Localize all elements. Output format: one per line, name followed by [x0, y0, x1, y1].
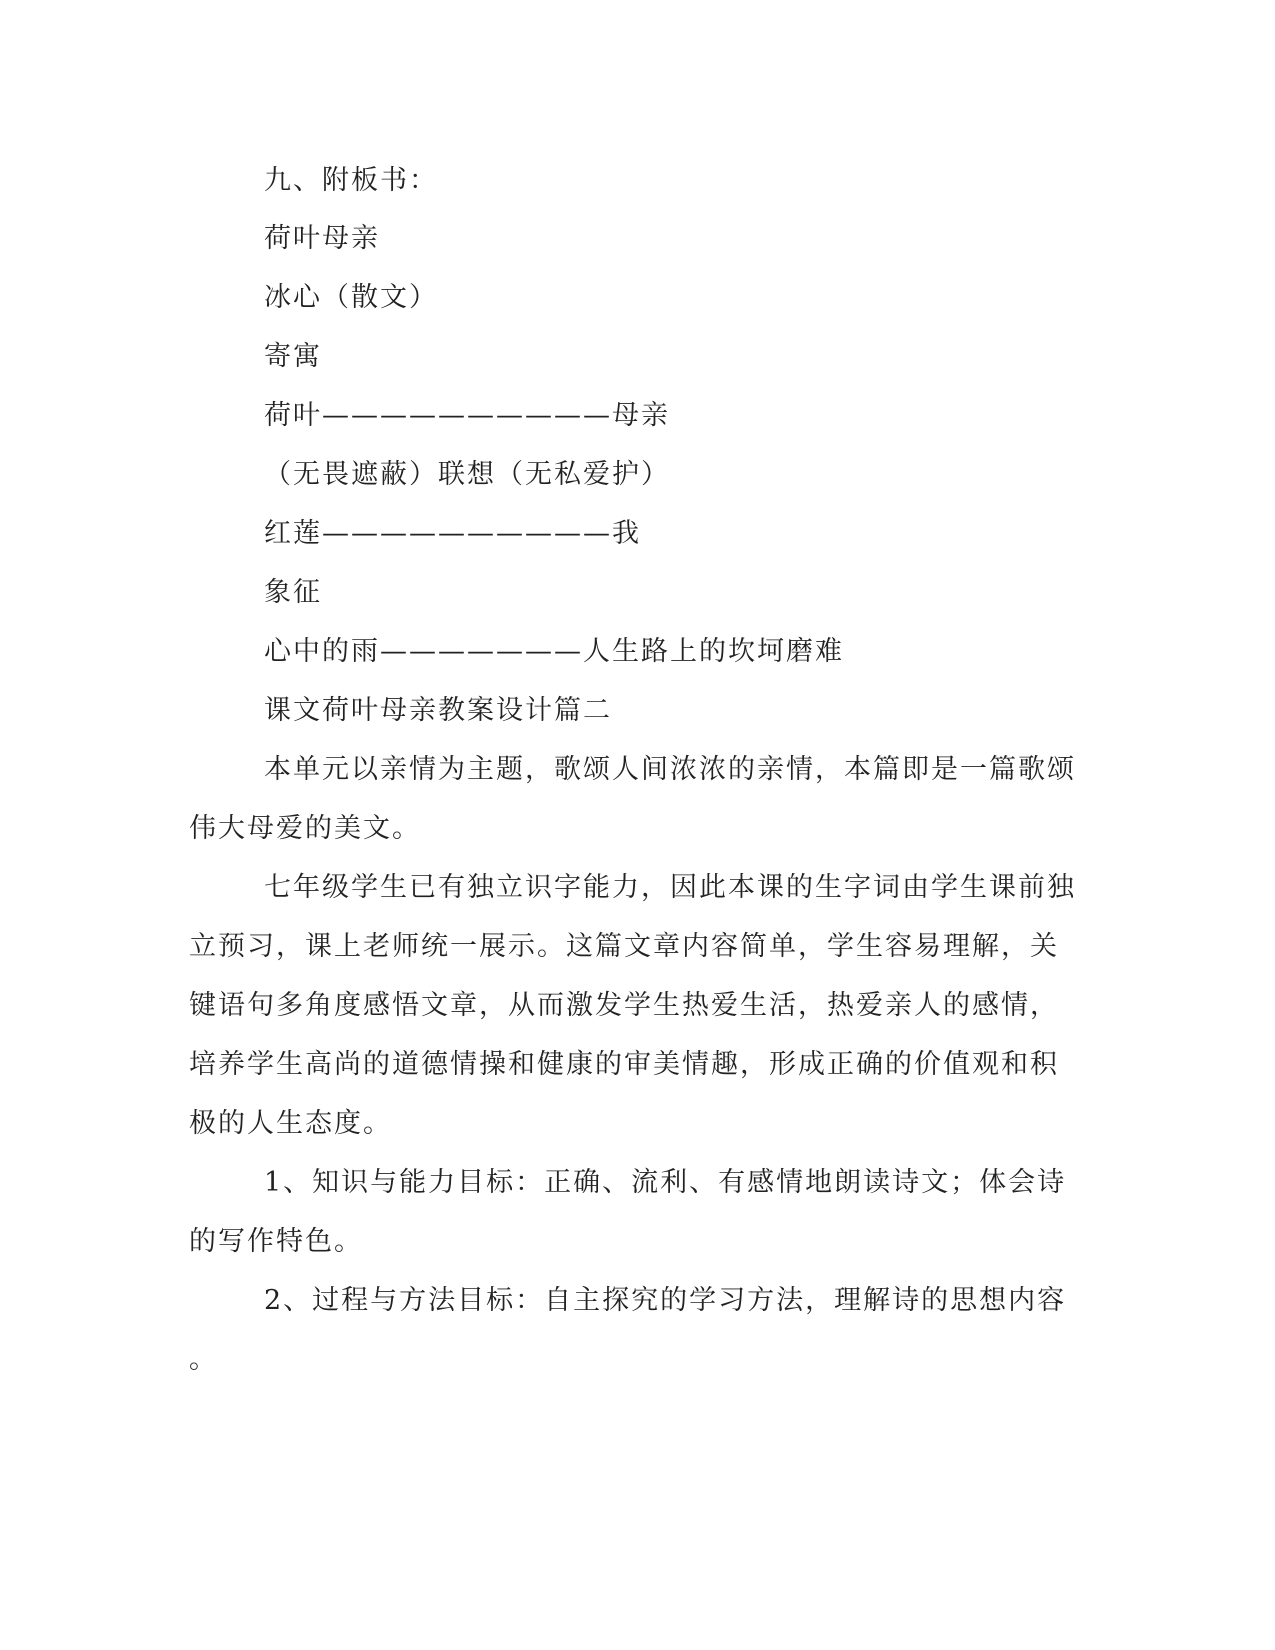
goal-2-line-1: 2、过程与方法目标：自主探究的学习方法，理解诗的思想内容	[264, 1285, 1067, 1316]
section-title: 课文荷叶母亲教案设计篇二	[264, 695, 612, 726]
paragraph-1-line-1: 本单元以亲情为主题，歌颂人间浓浓的亲情，本篇即是一篇歌颂	[264, 754, 1076, 785]
goal-2-line-2: 。	[189, 1344, 218, 1375]
goal-1-line-2: 的写作特色。	[189, 1226, 363, 1257]
paragraph-2-line-4: 培养学生高尚的道德情操和健康的审美情趣，形成正确的价值观和积	[189, 1049, 1059, 1080]
paragraph-2-line-3: 键语句多角度感悟文章，从而激发学生热爱生活，热爱亲人的感情，	[189, 990, 1059, 1021]
paragraph-2-line-1: 七年级学生已有独立识字能力，因此本课的生字词由学生课前独	[264, 872, 1076, 903]
board-heading: 九、附板书：	[264, 165, 438, 196]
paragraph-1-line-2: 伟大母爱的美文。	[189, 813, 421, 844]
board-author: 冰心（散文）	[264, 282, 438, 313]
paragraph-2-line-5: 极的人生态度。	[189, 1108, 392, 1139]
board-title: 荷叶母亲	[264, 223, 380, 254]
board-line-xiangzheng: 象征	[264, 577, 322, 608]
board-line-honglian: 红莲——————————我	[264, 518, 641, 549]
goal-1-line-1: 1、知识与能力目标：正确、流利、有感情地朗读诗文；体会诗	[264, 1167, 1067, 1198]
board-line-jiyu: 寄寓	[264, 341, 322, 372]
paragraph-2-line-2: 立预习，课上老师统一展示。这篇文章内容简单，学生容易理解，关	[189, 931, 1059, 962]
board-line-lianxiang: （无畏遮蔽）联想（无私爱护）	[264, 459, 670, 490]
board-line-yu: 心中的雨———————人生路上的坎坷磨难	[264, 636, 844, 667]
board-line-heye: 荷叶——————————母亲	[264, 400, 670, 431]
